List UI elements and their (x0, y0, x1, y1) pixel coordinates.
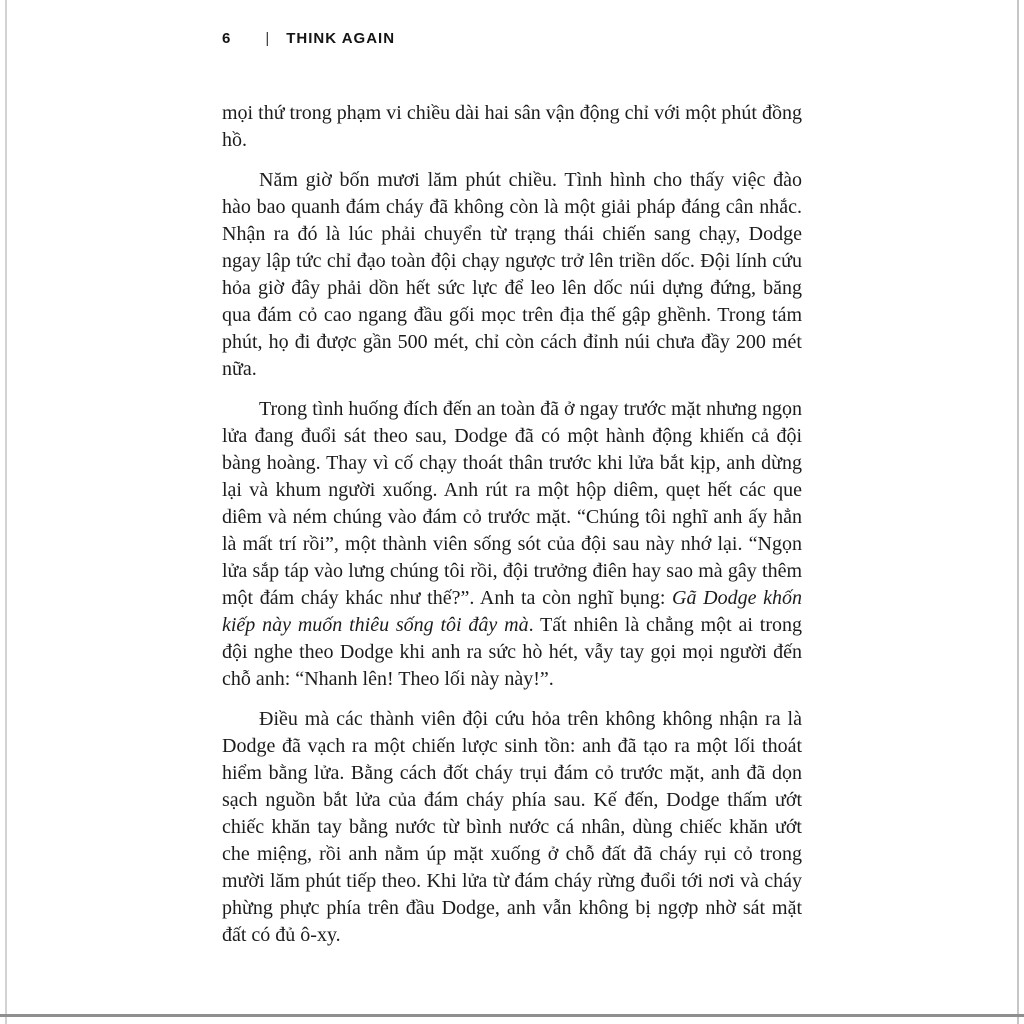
page-edge-right (1017, 0, 1019, 1024)
paragraph-run: . Tất nhiên là chẳng một ai trong đội nghe theo Dodge khi anh ra sức hò hét, vẫy tay gọi mọi người đến chỗ anh: “Nhanh lên! Theo lối này này!”. (222, 614, 802, 690)
page-edge-bottom (0, 1014, 1024, 1017)
paragraph-run: Điều mà các thành viên đội cứu hỏa trên không không nhận ra là Dodge đã vạch ra một chiến lược sinh tồn: anh đã tạo ra một lối thoát hiểm bằng lửa. Bằng cách đốt cháy trụi đám cỏ trước mặt, anh đã dọn sạch nguồn bắt lửa của đám cháy phía sau. Kế đến, Dodge thấm ướt chiếc khăn tay bằng nước từ bình nước cá nhân, dùng chiếc khăn ướt che miệng, rồi anh nằm úp mặt xuống ở chỗ đất đã cháy rụi cỏ trong mười lăm phút tiếp theo. Khi lửa từ đám cháy rừng đuổi tới nơi và cháy phừng phực phía trên đầu Dodge, anh vẫn không bị ngợp nhờ sát mặt đất có đủ ô-xy. (222, 708, 802, 946)
book-title: THINK AGAIN (286, 30, 396, 47)
paragraph-run-italic: Gã Dodge khốn kiếp này muốn thiêu sống tôi đây mà (222, 587, 802, 636)
page-number: 6 (222, 30, 232, 47)
paragraph (222, 167, 802, 383)
paragraph-run: mọi thứ trong phạm vi chiều dài hai sân vận động chỉ với một phút đồng hồ. (222, 102, 802, 151)
body-text (222, 100, 802, 962)
paragraph-run: Năm giờ bốn mươi lăm phút chiều. Tình hình cho thấy việc đào hào bao quanh đám cháy đã không còn là một giải pháp đáng cân nhắc. Nhận ra đó là lúc phải chuyển từ trạng thái chiến sang chạy, Dodge ngay lập tức chỉ đạo toàn đội chạy ngược trở lên triền dốc. Đội lính cứu hỏa giờ đây phải dồn hết sức lực để leo lên dốc núi dựng đứng, băng qua đám cỏ cao ngang đầu gối mọc trên địa thế gập ghềnh. Trong tám phút, họ đi được gần 500 mét, chỉ còn cách đỉnh núi chưa đầy 200 mét nữa. (222, 169, 802, 380)
paragraph (222, 396, 802, 693)
header-separator: | (265, 30, 271, 47)
running-header (222, 30, 395, 47)
paragraph (222, 100, 802, 154)
paragraph (222, 706, 802, 949)
page-edge-left (5, 0, 7, 1024)
paragraph-run: Trong tình huống đích đến an toàn đã ở ngay trước mặt nhưng ngọn lửa đang đuổi sát theo sau, Dodge đã có một hành động khiến cả đội bàng hoàng. Thay vì cố chạy thoát thân trước khi lửa bắt kịp, anh dừng lại và khum người xuống. Anh rút ra một hộp diêm, quẹt hết các que diêm và ném chúng vào đám cỏ trước mặt. “Chúng tôi nghĩ anh ấy hẳn là mất trí rồi”, một thành viên sống sót của đội sau này nhớ lại. “Ngọn lửa sắp táp vào lưng chúng tôi rồi, đội trưởng điên hay sao mà gây thêm một đám cháy khác như thế?”. Anh ta còn nghĩ bụng: (222, 398, 802, 609)
